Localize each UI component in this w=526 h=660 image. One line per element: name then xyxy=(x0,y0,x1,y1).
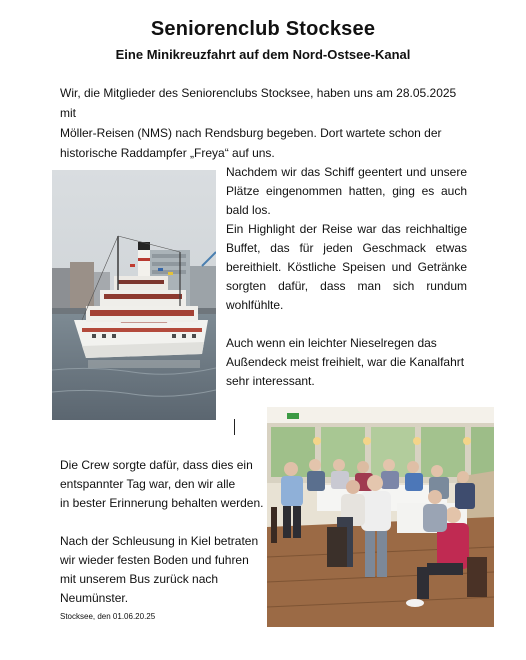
group-photo-illustration xyxy=(267,407,494,627)
text-line: Nach der Schleusung in Kiel betraten xyxy=(60,534,259,548)
text-line: in bester Erinnerung behalten werden. xyxy=(60,496,264,510)
text-paragraph: Nachdem wir das Schiff geentert und unsere Plätze eingenommen hatten, ging es auch bald los. xyxy=(226,165,467,217)
text-line: Neumünster. xyxy=(60,591,129,605)
text-line: Auch wenn ein leichter Nieselregen das xyxy=(226,336,437,350)
group-on-board-photo xyxy=(267,407,494,627)
intro-line: Wir, die Mitglieder des Seniorenclubs Stocksee, haben uns am 28.05.2025 mit xyxy=(60,86,457,120)
steamer-ship-illustration xyxy=(52,170,216,420)
text-line: Die Crew sorgte dafür, dass dies ein xyxy=(60,458,253,472)
intro-line: Möller-Reisen (NMS) nach Rendsburg begeben. Dort wartete schon der xyxy=(60,126,442,140)
text-line: entspannter Tag war, den wir alle xyxy=(60,477,236,491)
paragraph-gap xyxy=(226,315,467,334)
text-paragraph: Ein Highlight der Reise war das reichhaltige Buffet, das für jeden Geschmack etwas bereithielt. Köstliche Speisen und Getränke sorgten dafür, dass man sich rundum wohlfühlte. xyxy=(226,222,467,312)
left-text-column xyxy=(60,456,265,608)
footer-signature: Stocksee, den 01.06.20.25 xyxy=(60,612,156,621)
text-cursor xyxy=(234,419,235,435)
text-line: wir wieder festen Boden und fuhren xyxy=(60,553,249,567)
document-subtitle: Eine Minikreuzfahrt auf dem Nord-Ostsee-Kanal xyxy=(115,47,411,62)
document-title: Seniorenclub Stocksee xyxy=(150,18,376,40)
intro-line: historische Raddampfer „Freya“ auf uns. xyxy=(60,146,275,160)
right-text-column xyxy=(226,163,467,391)
text-line: mit unserem Bus zurück nach xyxy=(60,572,219,586)
paragraph-gap xyxy=(60,513,265,532)
text-line: sehr interessant. xyxy=(226,374,315,388)
intro-paragraph xyxy=(60,83,470,163)
steamer-ship-photo xyxy=(52,170,216,420)
text-line: Außendeck meist freihielt, war die Kanalfahrt xyxy=(226,355,465,369)
